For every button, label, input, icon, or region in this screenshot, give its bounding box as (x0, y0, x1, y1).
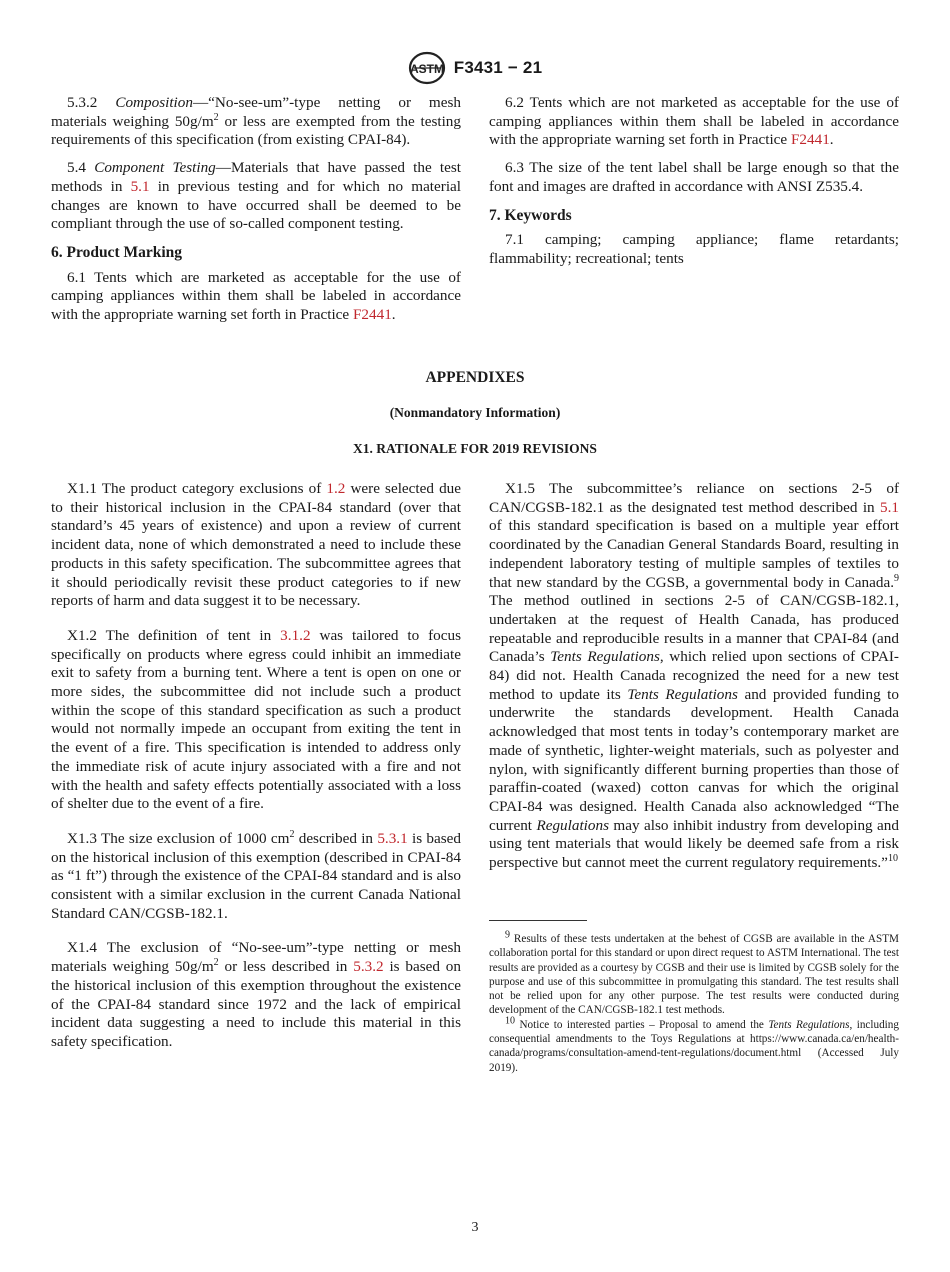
appendix-right-column (489, 480, 899, 873)
para-x1-4: X1.4 The exclusion of “No-see-um”-type netting or mesh materials weighing $50g/m^2$ or less described in 5.3.2 is based on the historical inclusion of this exemption throughout the existence of the CPAI-84 standard since 1972 and the lack of empirical incident data suggesting a need to include this material in this safety specification. (51, 939, 461, 1050)
nonmandatory-subtitle: (Nonmandatory Information) (389, 405, 561, 420)
top-left-column (51, 94, 461, 325)
page-header (0, 50, 950, 86)
footnote-ref-10: 10 (887, 853, 898, 864)
link-f2441[interactable]: F2441 (790, 131, 830, 149)
footnote-9: $^9$ Results of these tests undertaken at the behest of CGSB are available in the ASTM collaboration portal for this standard or upon direct request to ASTM International. The test results are provided as a courtesy by CGSB and their use is limited by CGSB solely for the purpose and use of this subcommittee in promulgating this standard. The test results shall not be relied upon for any other purpose. The test results were conducted during development of the CAN/CGSB-182.1 test methods. (489, 929, 899, 1017)
para-5-3-2: 5.3.2 Composition—“No-see-um”-type netting or mesh materials weighing $50g/m^2$ or less are exempted from the testing requirements of this specification (from existing CPAI-84). (51, 94, 461, 149)
para-6-3: 6.3 The size of the tent label shall be large enough so that the font and images are drafted in accordance with ANSI Z535.4. (489, 159, 899, 195)
svg-text:ASTM: ASTM (409, 62, 444, 76)
appendixes-title: APPENDIXES (425, 369, 525, 386)
page-number: 3 (471, 1220, 479, 1235)
footnote-10: $^{10}$ Notice to interested parties – Proposal to amend the Tents Regulations, including consequential amendments to the Toys Regulations at https://www.canada.ca/en/health-canada/programs/consultation-amend-tent-regulations/document.html (Accessed July 2019). (489, 1015, 899, 1074)
link-5-3-1[interactable]: 5.3.1 (377, 829, 408, 847)
para-x1-2: X1.2 The definition of tent in 3.1.2 was tailored to focus specifically on products where egress could inhibit an immediate exit to safety from a burning tent. Where a tent is open on one or more sides, the subcommittee did not include such a product within the scope of this standard specification as such a product would not normally impede an occupant from exiting the tent in the event of a fire. This specification is intended to address only the immediate risk of acute injury associated with a fire and not with the health and safety effects potentially associated with a loss of shelter due to the event of a fire. (51, 626, 461, 813)
x1-section-title: X1. RATIONALE FOR 2019 REVISIONS (353, 441, 597, 456)
link-1-2[interactable]: 1.2 (326, 480, 346, 497)
para-x1-5: X1.5 The subcommittee’s reliance on sections 2-5 of CAN/CGSB-182.1 as the designated test method described in 5.1 of this standard specification is based on a multiple year effort coordinated by the Canadian General Standards Board, resulting in independent laboratory testing of multiple samples of textiles to that new standard by the CGSB, a governmental body in Canada.$^9$ The method outlined in sections 2-5 of CAN/CGSB-182.1, undertaken at the request of Health Canada, has produced repeatable and reproducible results in a manner that CPAI-84 (and Canada’s Tents Regulations, which relied upon sections of CPAI-84) did not. Health Canada recognized the need for a new test method to update its Tents Regulations and provided funding to underwrite the standards development. Health Canada acknowledged that most tents in today’s contemporary market are made of synthetic, lighter-weight materials, such as polyester and nylon, with significantly different burning properties than those of paraffin-coated (waxed) cotton canvas for which the original CPAI-84 was designed. Health Canada also acknowledged “The current Regulations may also inhibit industry from developing and using tent materials that would likely be deemed safe from a risk perspective but cannot meet the current regulatory requirements.”$^{10}$ (489, 480, 900, 872)
section-heading-keywords: 7. Keywords (489, 206, 572, 224)
footnote-divider (489, 920, 587, 921)
section-heading-product-marking: 6. Product Marking (51, 243, 183, 261)
standard-designation: F3431 − 21 (453, 58, 543, 77)
para-7-1: 7.1 camping; camping appliance; flame retardants; flammability; recreational; tents (489, 231, 899, 267)
link-5-3-2[interactable]: 5.3.2 (353, 958, 384, 976)
astm-logo-icon (408, 51, 446, 85)
appendix-left-column (51, 480, 461, 1052)
footnote-ref-9: 9 (894, 572, 899, 584)
top-right-column (489, 94, 899, 269)
link-5-1[interactable]: 5.1 (880, 498, 899, 516)
para-6-1: 6.1 Tents which are marketed as acceptable for the use of camping appliances within them shall be labeled in accordance with the appropriate warning set forth in Practice F2441. (51, 268, 461, 324)
para-5-4: 5.4 Component Testing—Materials that have passed the test methods in 5.1 in previous testing and for which no material changes are known to have occurred shall be deemed to be compliant through the use of so-called component testing. (51, 159, 462, 233)
link-3-1-2[interactable]: 3.1.2 (280, 626, 311, 644)
para-x1-1: X1.1 The product category exclusions of 1.2 were selected due to their historical inclusion in the CPAI-84 standard (over that standard’s 45 years of existence) and upon a review of current incident data, none of which demonstrated a need to include these products in this safety specification. The subcommittee agrees that it should periodically revisit these product categories to if new reports of harm and data suggest it to be necessary. (51, 480, 461, 610)
para-x1-3: X1.3 The size exclusion of 1000 $cm^2$ described in 5.3.1 is based on the historical inclusion of this exemption (described in CPAI-84 as “1 ft”) through the existence of the CPAI-84 standard and is also consistent with a similar exclusion in the current Canada National Standard CAN/CGSB-182.1. (51, 828, 461, 922)
footnotes (489, 929, 899, 1075)
link-5-1[interactable]: 5.1 (130, 177, 150, 195)
para-6-2: 6.2 Tents which are not marketed as acceptable for the use of camping appliances within them shall be labeled in accordance with the appropriate warning set forth in Practice F2441. (489, 94, 899, 149)
link-f2441[interactable]: F2441 (352, 306, 392, 324)
